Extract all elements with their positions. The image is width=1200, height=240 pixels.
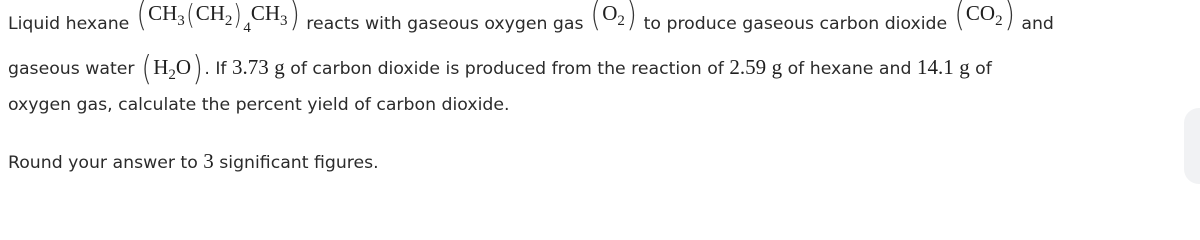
text-co2-produced: of carbon dioxide is produced from the reaction of xyxy=(284,59,730,79)
scrollbar-handle[interactable] xyxy=(1184,108,1200,184)
text-and: and xyxy=(1015,14,1054,34)
unit-grams: g xyxy=(274,55,285,79)
text-significant-figures: significant figures. xyxy=(213,153,379,173)
text-to-produce-co2: to produce gaseous carbon dioxide xyxy=(638,14,953,34)
co2-formula: $(CO_2)$ xyxy=(954,0,1015,35)
text-gaseous-water: gaseous water xyxy=(8,59,140,79)
problem-line-1 xyxy=(8,0,1194,57)
text-if: . If xyxy=(204,59,232,79)
text-of: of xyxy=(969,59,992,79)
text-reacts-with-oxygen: reacts with gaseous oxygen gas xyxy=(300,14,589,34)
water-formula: $(H_2O)$ xyxy=(141,49,203,89)
unit-grams: g xyxy=(771,55,783,79)
text-liquid-hexane: Liquid hexane xyxy=(8,14,135,34)
sig-figs-value: 3 xyxy=(203,149,214,173)
rounding-instruction xyxy=(8,151,1194,181)
text-calculate-percent-yield: oxygen gas, calculate the percent yield of carbon dioxide. xyxy=(8,95,510,115)
hexane-mass-value: 2.59 xyxy=(729,55,767,79)
oxygen-mass-value: 14.1 xyxy=(916,55,954,79)
unit-grams: g xyxy=(959,55,970,79)
text-of-hexane: of hexane and xyxy=(782,59,917,79)
oxygen-formula: $(O_2)$ xyxy=(590,0,637,35)
problem-line-3 xyxy=(8,95,1194,151)
co2-mass-value: 3.73 xyxy=(232,55,269,79)
text-round-answer: Round your answer to xyxy=(8,153,204,173)
problem-line-2 xyxy=(8,49,1194,95)
hexane-formula: $(CH_3(CH_2)_4CH_3)$ xyxy=(136,0,300,36)
problem-statement xyxy=(8,0,1194,181)
